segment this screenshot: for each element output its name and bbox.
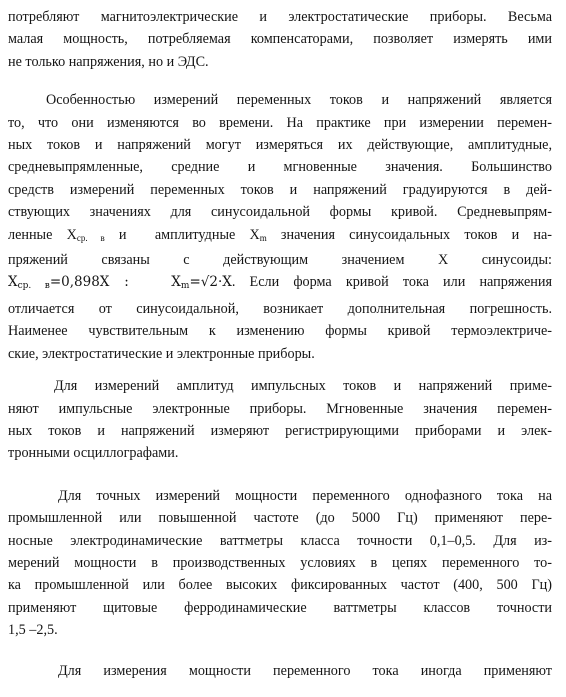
paragraph-3 — [8, 375, 552, 465]
text-line: ных токов и напряжений измеряют регистрирующими приборами и элек- — [8, 422, 552, 439]
text-line: средневыпрямленные, средние и мгновенные значения. Большинство — [8, 159, 552, 176]
text-line: тронными осциллографами. — [8, 445, 179, 462]
text-line: няют импульсные электронные приборы. Мгновенные значения перемен- — [8, 400, 552, 417]
paragraph-4 — [8, 485, 552, 642]
text-line: 1,5 –2,5. — [8, 622, 58, 639]
paragraph-1 — [8, 6, 552, 73]
text-line: отличается от синусоидальной, возникает дополнительная погрешность. — [8, 300, 552, 317]
formula-x-avg: $X_{ср. в}=0,898X$ : — [8, 274, 129, 292]
text-line: носные электродинамические ваттметры класса точности 0,1–0,5. Для из- — [8, 532, 552, 549]
text-line: ных токов и напряжений могут измеряться их действующие, амплитудные, — [8, 137, 552, 154]
text-line: то, что они изменяются во времени. На практике при измерении перемен- — [8, 114, 552, 131]
text-line: Для измерения мощности переменного тока иногда применяют — [58, 662, 552, 679]
paragraph-2 — [8, 89, 552, 365]
text-line: Для измерений амплитуд импульсных токов и напряжений приме- — [54, 378, 552, 395]
paragraph-5 — [8, 660, 552, 682]
formula-line: $X_{ср. в}=0,898X$ : $X_m=√2\cdot X$. Если форма кривой тока или напряжения — [8, 274, 553, 292]
text-line: Особенностью измерений переменных токов и напряжений является — [46, 92, 552, 109]
text-line: малая мощность, потребляемая компенсаторами, позволяет измерять ими — [8, 31, 552, 48]
text-line: средств измерений переменных токов и напряжений градуируются в дей- — [8, 181, 552, 198]
text-line: мерений мощности в производственных условиях в цепях переменного то- — [8, 554, 552, 571]
text-line: Для точных измерений мощности переменного однофазного тока на — [58, 487, 552, 504]
text-line: пряжений связаны с действующим значением X синусоиды: — [8, 252, 552, 269]
text-line: ские, электростатические и электронные приборы. — [8, 345, 315, 362]
formula-x-m: $X_m=√2\cdot X$ — [171, 274, 232, 292]
text-line: ка промышленной или более высоких фиксированных частот (400, 500 Гц) — [8, 577, 552, 594]
text-line: Наименее чувствительным к изменению формы кривой термоэлектриче- — [8, 323, 552, 340]
text-line: применяют щитовые ферродинамические ваттметры классов точности — [8, 599, 552, 616]
text-line: не только напряжения, но и ЭДС. — [8, 53, 209, 70]
text-line: промышленной или повышенной частоте (до 5000 Гц) применяют пере- — [8, 510, 552, 527]
text-line: ствующих значениях для синусоидальной формы кривой. Средневыпрям- — [8, 204, 552, 221]
text-line: потребляют магнитоэлектрические и электростатические приборы. Весьма — [8, 9, 552, 25]
text-line: ленные $X_{ср. в}$ и амплитудные $X_m$ значения синусоидальных токов и на- — [8, 226, 552, 243]
